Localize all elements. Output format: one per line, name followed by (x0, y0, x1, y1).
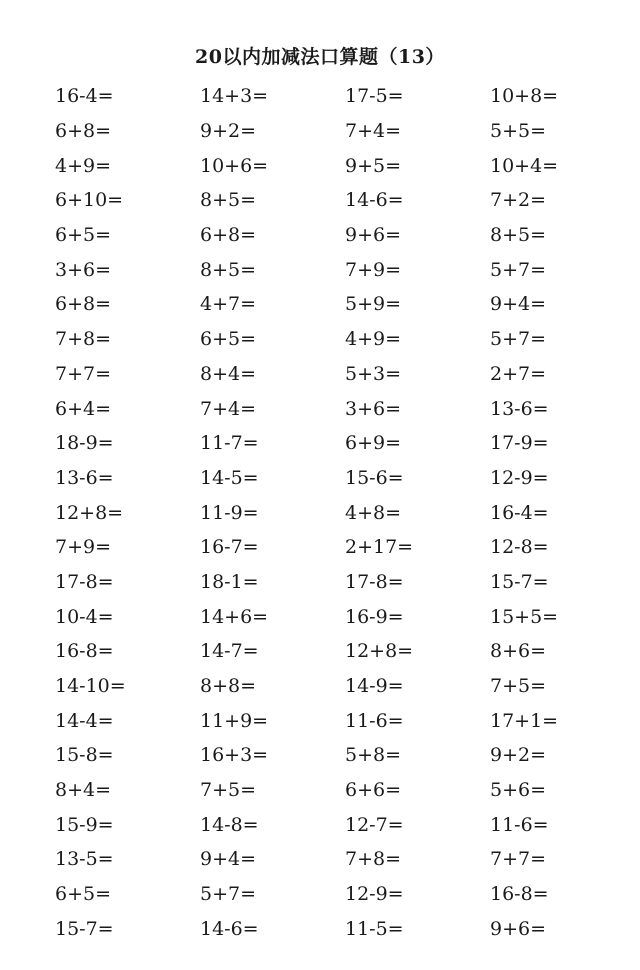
problem-row (55, 807, 635, 842)
arithmetic-problem: 16-8= (55, 640, 114, 663)
arithmetic-problem: 8+4= (200, 362, 257, 385)
arithmetic-problem: 14+3= (200, 85, 269, 108)
arithmetic-problem: 5+7= (200, 883, 257, 906)
arithmetic-problem: 12-9= (490, 466, 549, 489)
arithmetic-problem: 7+7= (490, 848, 547, 871)
arithmetic-problem: 13-6= (490, 397, 549, 420)
arithmetic-problem: 7+8= (55, 328, 112, 351)
arithmetic-problem: 9+2= (490, 744, 547, 767)
arithmetic-problem: 6+6= (345, 779, 402, 802)
arithmetic-problem: 9+4= (490, 293, 547, 316)
arithmetic-problem: 15-7= (55, 917, 114, 940)
arithmetic-problem: 5+6= (490, 779, 547, 802)
arithmetic-problem: 14-5= (200, 466, 259, 489)
problem-row (55, 703, 635, 738)
arithmetic-problem: 5+8= (345, 744, 402, 767)
problem-row (55, 634, 635, 669)
arithmetic-problem: 8+5= (490, 224, 547, 247)
arithmetic-problem: 10+6= (200, 154, 269, 177)
arithmetic-problem: 16-9= (345, 605, 404, 628)
arithmetic-problem: 16-4= (55, 85, 114, 108)
arithmetic-problem: 3+6= (55, 258, 112, 281)
arithmetic-problem: 15-9= (55, 813, 114, 836)
problem-grid (55, 79, 635, 946)
arithmetic-problem: 16-8= (490, 883, 549, 906)
arithmetic-problem: 7+2= (490, 189, 547, 212)
arithmetic-problem: 15-7= (490, 570, 549, 593)
arithmetic-problem: 6+8= (200, 224, 257, 247)
arithmetic-problem: 4+9= (345, 328, 402, 351)
problem-row (55, 669, 635, 704)
arithmetic-problem: 10-4= (55, 605, 114, 628)
arithmetic-problem: 8+5= (200, 258, 257, 281)
problem-row (55, 530, 635, 565)
arithmetic-problem: 14-7= (200, 640, 259, 663)
arithmetic-problem: 8+5= (200, 189, 257, 212)
arithmetic-problem: 14-8= (200, 813, 259, 836)
arithmetic-problem: 4+8= (345, 501, 402, 524)
problem-row (55, 287, 635, 322)
arithmetic-problem: 2+17= (345, 536, 414, 559)
arithmetic-problem: 7+9= (345, 258, 402, 281)
arithmetic-problem: 15-8= (55, 744, 114, 767)
arithmetic-problem: 4+7= (200, 293, 257, 316)
problem-row (55, 357, 635, 392)
arithmetic-problem: 3+6= (345, 397, 402, 420)
arithmetic-problem: 10+8= (490, 85, 559, 108)
problem-row (55, 426, 635, 461)
problem-row (55, 322, 635, 357)
arithmetic-problem: 2+7= (490, 362, 547, 385)
arithmetic-problem: 11-6= (345, 709, 404, 732)
problem-row (55, 391, 635, 426)
problem-row (55, 738, 635, 773)
arithmetic-problem: 14-4= (55, 709, 114, 732)
arithmetic-problem: 12-9= (345, 883, 404, 906)
arithmetic-problem: 11-9= (200, 501, 259, 524)
arithmetic-problem: 17-9= (490, 432, 549, 455)
arithmetic-problem: 13-6= (55, 466, 114, 489)
arithmetic-problem: 14+6= (200, 605, 269, 628)
arithmetic-problem: 8+8= (200, 675, 257, 698)
arithmetic-problem: 6+10= (55, 189, 124, 212)
arithmetic-problem: 15-6= (345, 466, 404, 489)
arithmetic-problem: 6+8= (55, 120, 112, 143)
arithmetic-problem: 18-9= (55, 432, 114, 455)
problem-row (55, 599, 635, 634)
arithmetic-problem: 9+6= (345, 224, 402, 247)
problem-row (55, 252, 635, 287)
arithmetic-problem: 12+8= (345, 640, 414, 663)
arithmetic-problem: 16-4= (490, 501, 549, 524)
arithmetic-problem: 10+4= (490, 154, 559, 177)
arithmetic-problem: 12+8= (55, 501, 124, 524)
problem-row (55, 461, 635, 496)
arithmetic-problem: 16-7= (200, 536, 259, 559)
arithmetic-problem: 5+5= (490, 120, 547, 143)
arithmetic-problem: 15+5= (490, 605, 559, 628)
arithmetic-problem: 16+3= (200, 744, 269, 767)
problem-row (55, 79, 635, 114)
arithmetic-problem: 18-1= (200, 570, 259, 593)
arithmetic-problem: 14-9= (345, 675, 404, 698)
arithmetic-problem: 6+5= (200, 328, 257, 351)
arithmetic-problem: 5+9= (345, 293, 402, 316)
arithmetic-problem: 8+6= (490, 640, 547, 663)
arithmetic-problem: 17+1= (490, 709, 559, 732)
arithmetic-problem: 6+5= (55, 883, 112, 906)
arithmetic-problem: 7+7= (55, 362, 112, 385)
arithmetic-problem: 5+3= (345, 362, 402, 385)
problem-row (55, 183, 635, 218)
arithmetic-problem: 9+2= (200, 120, 257, 143)
arithmetic-problem: 9+4= (200, 848, 257, 871)
problem-row (55, 114, 635, 149)
arithmetic-problem: 9+6= (490, 917, 547, 940)
arithmetic-problem: 9+5= (345, 154, 402, 177)
problem-row (55, 495, 635, 530)
arithmetic-problem: 17-8= (345, 570, 404, 593)
arithmetic-problem: 14-6= (345, 189, 404, 212)
arithmetic-problem: 5+7= (490, 328, 547, 351)
arithmetic-problem: 6+9= (345, 432, 402, 455)
arithmetic-problem: 6+4= (55, 397, 112, 420)
arithmetic-problem: 14-6= (200, 917, 259, 940)
problem-row (55, 218, 635, 253)
arithmetic-problem: 17-8= (55, 570, 114, 593)
arithmetic-problem: 5+7= (490, 258, 547, 281)
arithmetic-problem: 11+9= (200, 709, 269, 732)
problem-row (55, 148, 635, 183)
arithmetic-problem: 17-5= (345, 85, 404, 108)
arithmetic-problem: 6+8= (55, 293, 112, 316)
worksheet-title: 20以内加减法口算题（13） (195, 46, 445, 68)
arithmetic-problem: 7+5= (490, 675, 547, 698)
arithmetic-problem: 7+9= (55, 536, 112, 559)
arithmetic-problem: 11-7= (200, 432, 259, 455)
arithmetic-problem: 7+4= (200, 397, 257, 420)
arithmetic-problem: 11-6= (490, 813, 549, 836)
arithmetic-problem: 8+4= (55, 779, 112, 802)
arithmetic-problem: 6+5= (55, 224, 112, 247)
problem-row (55, 565, 635, 600)
arithmetic-problem: 11-5= (345, 917, 404, 940)
problem-row (55, 877, 635, 912)
problem-row (55, 842, 635, 877)
arithmetic-problem: 14-10= (55, 675, 126, 698)
arithmetic-problem: 12-8= (490, 536, 549, 559)
arithmetic-problem: 12-7= (345, 813, 404, 836)
arithmetic-problem: 13-5= (55, 848, 114, 871)
arithmetic-problem: 7+5= (200, 779, 257, 802)
arithmetic-problem: 7+4= (345, 120, 402, 143)
problem-row (55, 773, 635, 808)
arithmetic-problem: 7+8= (345, 848, 402, 871)
problem-row (55, 912, 635, 947)
arithmetic-problem: 4+9= (55, 154, 112, 177)
